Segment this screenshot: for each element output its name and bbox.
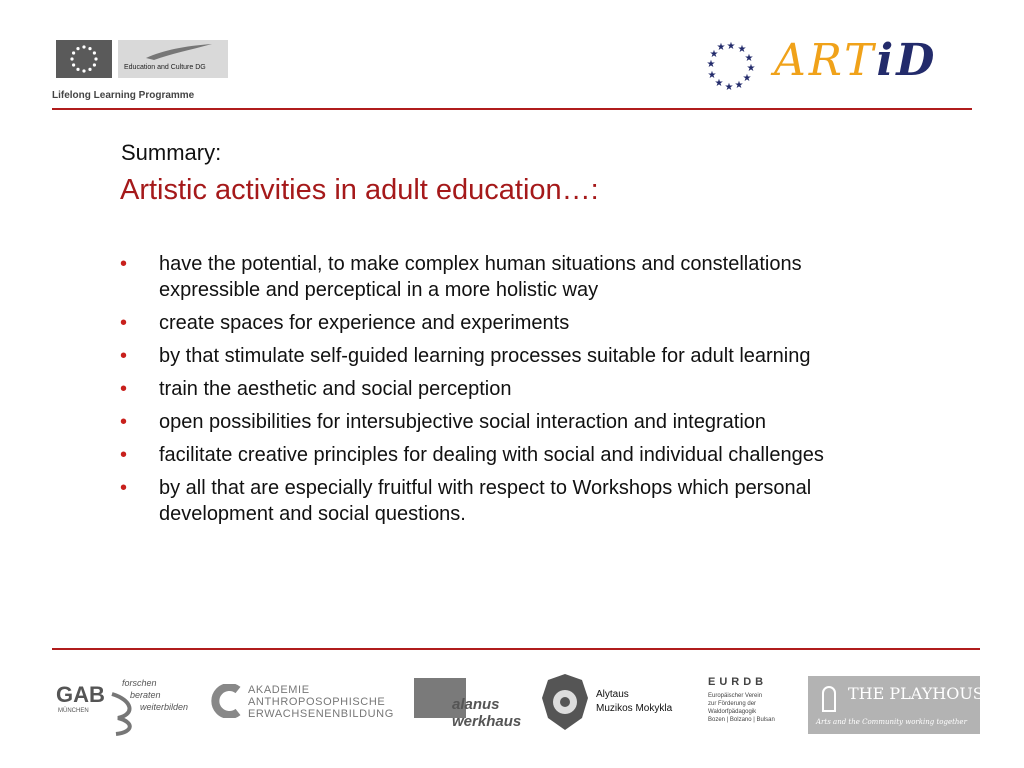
alanus-line-2: werkhaus	[452, 713, 522, 730]
list-item	[120, 409, 900, 435]
eurdb-text	[708, 692, 775, 724]
eurdb-line-3: Waldorfpädagogik	[708, 709, 757, 715]
svg-text:★: ★	[716, 42, 726, 53]
playhouse-wordmark: THE PLAYHOUSE	[848, 684, 996, 703]
svg-text:★: ★	[737, 44, 747, 55]
gab-tagline-3: weiterbilden	[140, 702, 189, 712]
svg-text:★: ★	[746, 63, 756, 74]
alytaus-line-2: Muzikos Mokykla	[596, 703, 673, 714]
eurdb-line-1: Europäischer Verein	[708, 693, 763, 699]
bullet-text: have the potential, to make complex human situations and constellations expressible and perceptical in a more holistic way	[159, 253, 802, 301]
pillar-icon	[822, 686, 836, 712]
bullet-icon: •	[120, 444, 128, 466]
artid-logo	[704, 35, 960, 92]
svg-text:★: ★	[734, 80, 744, 91]
svg-text:★: ★	[709, 49, 719, 60]
list-item	[120, 251, 900, 303]
bullet-icon: •	[120, 411, 128, 433]
list-item	[120, 475, 900, 527]
akademie-line-3: ERWACHSENENBILDUNG	[248, 708, 394, 720]
alytaus-line-1: Alytaus	[596, 689, 629, 700]
bullet-icon: •	[120, 345, 128, 367]
eurdb-line-2: zur Förderung der	[708, 701, 757, 707]
akademie-mark-icon	[208, 684, 242, 718]
bullet-text: create spaces for experience and experiments	[159, 312, 570, 334]
eu-stars-icon	[704, 38, 758, 92]
eu-lifelong-learning-logo	[52, 38, 228, 106]
akademie-wordmark	[248, 684, 394, 720]
bullet-icon: •	[120, 312, 128, 334]
gab-tagline-2: beraten	[130, 690, 161, 700]
svg-text:★: ★	[714, 78, 724, 89]
gab-wordmark: GAB	[56, 682, 105, 707]
svg-text:★: ★	[706, 59, 716, 70]
svg-text:★: ★	[742, 73, 752, 84]
education-culture-dg-box	[118, 40, 228, 78]
gab-tagline-1: forschen	[122, 678, 157, 688]
alytaus-logo	[538, 672, 688, 732]
bullet-text: open possibilities for intersubjective social interaction and integration	[159, 411, 767, 433]
programme-label: Lifelong Learning Programme	[52, 90, 195, 101]
bullet-list	[120, 251, 900, 534]
slide-title: Artistic activities in adult education…:	[120, 174, 599, 206]
eurdb-title: EURDB	[708, 676, 768, 688]
alanus-werkhaus-logo	[414, 678, 524, 730]
dg-label: Education and Culture DG	[124, 64, 206, 71]
list-item	[120, 442, 900, 468]
svg-text:★: ★	[707, 70, 717, 81]
akademie-line-1: AKADEMIE	[248, 684, 310, 696]
bullet-text: by all that are especially fruitful with respect to Workshops which personal development and social questions.	[159, 477, 812, 525]
playhouse-tagline: Arts and the Community working together	[816, 718, 967, 726]
bullet-text: facilitate creative principles for dealing with social and individual challenges	[159, 444, 824, 466]
akademie-line-2: ANTHROPOSOPHISCHE	[248, 696, 386, 708]
footer-divider	[52, 648, 980, 650]
akademie-logo	[208, 682, 394, 722]
eurdb-logo	[704, 676, 780, 734]
artid-wordmark	[774, 34, 937, 88]
eurdb-line-4: Bozen | Bolzano | Bulsan	[708, 717, 775, 723]
artid-wordmark-id: iD	[876, 35, 938, 86]
alanus-wordmark	[452, 696, 521, 730]
gab-city: MÜNCHEN	[58, 708, 89, 714]
bullet-icon: •	[120, 378, 128, 400]
crest-icon	[538, 672, 592, 732]
list-item	[120, 376, 900, 402]
bullet-text: train the aesthetic and social perception	[159, 378, 512, 400]
svg-text:★: ★	[726, 41, 736, 52]
svg-text:★: ★	[744, 53, 754, 64]
bullet-icon: •	[120, 477, 128, 499]
artid-wordmark-art: ART	[774, 35, 877, 86]
bullet-text: by that stimulate self-guided learning processes suitable for adult learning	[159, 345, 811, 367]
list-item	[120, 310, 900, 336]
eu-flag-icon	[56, 40, 112, 78]
swoosh-icon	[144, 42, 214, 62]
gab-logo	[56, 678, 196, 738]
alanus-line-1: alanus	[452, 696, 500, 713]
svg-text:★: ★	[724, 82, 734, 92]
bullet-icon: •	[120, 253, 128, 275]
playhouse-logo	[808, 676, 996, 734]
summary-label: Summary:	[121, 140, 222, 165]
header-divider	[52, 108, 972, 110]
alytaus-wordmark	[596, 688, 672, 716]
list-item	[120, 343, 900, 369]
